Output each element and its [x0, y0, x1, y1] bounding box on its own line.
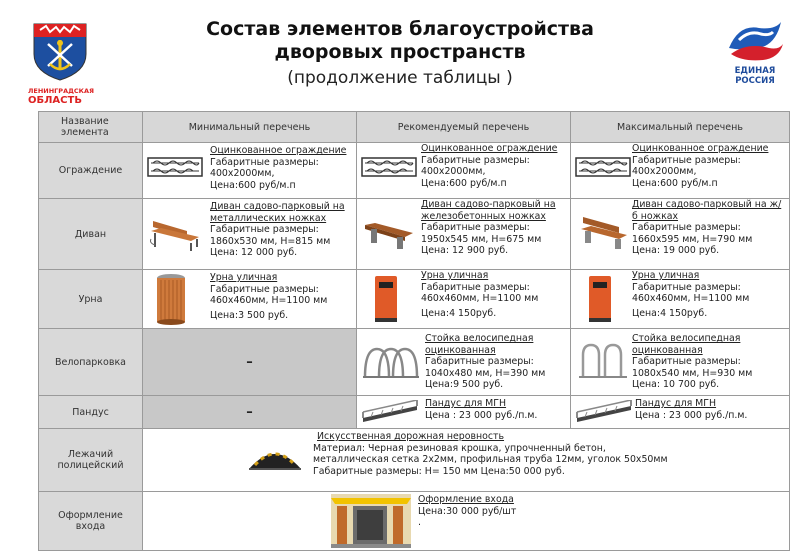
- table-row: [39, 143, 790, 199]
- item-desc: Диван садово-парковый на железобетонных ножках Габаритные размеры: 1950х545 мм, Н=675 мм Цена: 12 900 руб.: [421, 199, 556, 257]
- bike-rack-icon: [575, 341, 631, 381]
- page-title: [150, 18, 650, 64]
- row-name: Велопарковка: [39, 329, 143, 396]
- cell-min-empty: –: [143, 329, 357, 396]
- row-name: Урна: [39, 270, 143, 329]
- ramp-icon: [575, 400, 633, 424]
- row-name: Ограждение: [39, 143, 143, 199]
- title-line-1: Состав элементов благоустройства: [206, 18, 594, 40]
- cell-rec: [357, 270, 571, 329]
- table-row: [39, 329, 790, 396]
- cell-min: [143, 270, 357, 329]
- header-rec: Рекомендуемый перечень: [357, 112, 571, 143]
- cell-rec: [357, 396, 571, 429]
- cell-min: [143, 143, 357, 199]
- item-desc: Оцинкованное ограждение Габаритные размеры: 400х2000мм, Цена:600 руб/м.п: [210, 145, 347, 191]
- page-subtitle: (продолжение таблицы ): [287, 68, 513, 88]
- table-row: [39, 396, 790, 429]
- item-desc: Урна уличная Габаритные размеры: 460х460мм, Н=1100 мм Цена:4 150руб.: [421, 270, 539, 319]
- bench-icon: [361, 215, 417, 251]
- bench-icon: [575, 211, 631, 251]
- item-desc: Стойка велосипедная оцинкованная Габаритные размеры: 1040х480 мм, Н=390 мм Цена:9 500 руб.: [425, 333, 546, 391]
- cell-max: [571, 270, 790, 329]
- item-desc: Диван садово-парковый на металлических ножках Габаритные размеры: 1860х530 мм, Н=815 мм Цена: 12 000 руб.: [210, 201, 345, 259]
- cell-rec: [357, 143, 571, 199]
- row-name: Пандус: [39, 396, 143, 429]
- urn-icon: [371, 274, 401, 324]
- cell-max: [571, 143, 790, 199]
- cell-rec: [357, 199, 571, 270]
- item-desc: Оцинкованное ограждение Габаритные размеры: 400х2000мм, Цена:600 руб/м.п: [632, 143, 769, 189]
- cell-max: [571, 329, 790, 396]
- united-russia-logo: [725, 18, 785, 96]
- item-desc: Стойка велосипедная оцинкованная Габаритные размеры: 1080х540 мм, Н=930 мм Цена: 10 700 руб.: [632, 333, 753, 391]
- cell-wide: [143, 429, 790, 492]
- item-desc: Пандус для МГН Цена : 23 000 руб./п.м.: [425, 398, 538, 421]
- title-line-2: дворовых пространств: [274, 41, 526, 63]
- leningrad-oblast-logo: [28, 20, 95, 108]
- logo-text-edinaya: ЕДИНАЯ: [734, 66, 776, 76]
- item-desc: Искусственная дорожная неровность Материал: Черная резиновая крошка, упрочненный бетон, металлическая сетка 2х2мм, профильная труба 12мм, уголок 50х50мм Габаритные размеры: Н= 150 мм Цена:50 000 руб.: [313, 431, 668, 477]
- bike-rack-icon: [361, 343, 421, 383]
- item-desc: Оцинкованное ограждение Габаритные размеры: 400х2000мм, Цена:600 руб/м.п: [421, 143, 558, 189]
- fence-icon: [361, 155, 417, 179]
- bench-icon: [147, 213, 203, 253]
- table-row: [39, 492, 790, 551]
- row-name: Диван: [39, 199, 143, 270]
- table-row: [39, 199, 790, 270]
- logo-text-rossiya: РОССИЯ: [735, 76, 775, 86]
- speed-bump-icon: [247, 439, 303, 475]
- entrance-photo-icon: [331, 494, 411, 548]
- cell-max: [571, 396, 790, 429]
- item-desc: Диван садово-парковый на ж/б ножках Габаритные размеры: 1660х595 мм, Н=790 мм Цена: 19 000 руб.: [632, 199, 782, 257]
- table-row: [39, 270, 790, 329]
- logo-text-region: ЛЕНИНГРАДСКАЯ: [28, 87, 95, 95]
- bear-flag-icon: [725, 18, 785, 62]
- item-desc: Пандус для МГН Цена : 23 000 руб./п.м.: [635, 398, 748, 421]
- row-name-text: Оформление входа: [58, 510, 123, 532]
- urn-icon: [151, 272, 191, 326]
- fence-icon: [575, 155, 631, 179]
- elements-table: [38, 111, 790, 551]
- header-max: Максимальный перечень: [571, 112, 790, 143]
- urn-icon: [585, 274, 615, 324]
- cell-rec: [357, 329, 571, 396]
- row-name: [39, 492, 143, 551]
- row-name: [39, 429, 143, 492]
- item-desc: Урна уличная Габаритные размеры: 460х460мм, Н=1100 мм Цена:3 500 руб.: [210, 272, 328, 321]
- header-name: Название элемента: [39, 112, 143, 143]
- table-header-row: [39, 112, 790, 143]
- item-desc: Оформление входа Цена:30 000 руб/шт .: [418, 494, 517, 529]
- cell-wide: [143, 492, 790, 551]
- header-min: Минимальный перечень: [143, 112, 357, 143]
- logo-text-oblast: ОБЛАСТЬ: [28, 95, 82, 106]
- fence-icon: [147, 155, 203, 179]
- cell-min-empty: –: [143, 396, 357, 429]
- table-row: [39, 429, 790, 492]
- cell-max: [571, 199, 790, 270]
- ramp-icon: [361, 400, 419, 424]
- row-name-text: Лежачий полицейский: [57, 449, 124, 471]
- coat-of-arms-icon: [28, 20, 92, 82]
- item-desc: Урна уличная Габаритные размеры: 460х460мм, Н=1100 мм Цена:4 150руб.: [632, 270, 750, 319]
- cell-min: [143, 199, 357, 270]
